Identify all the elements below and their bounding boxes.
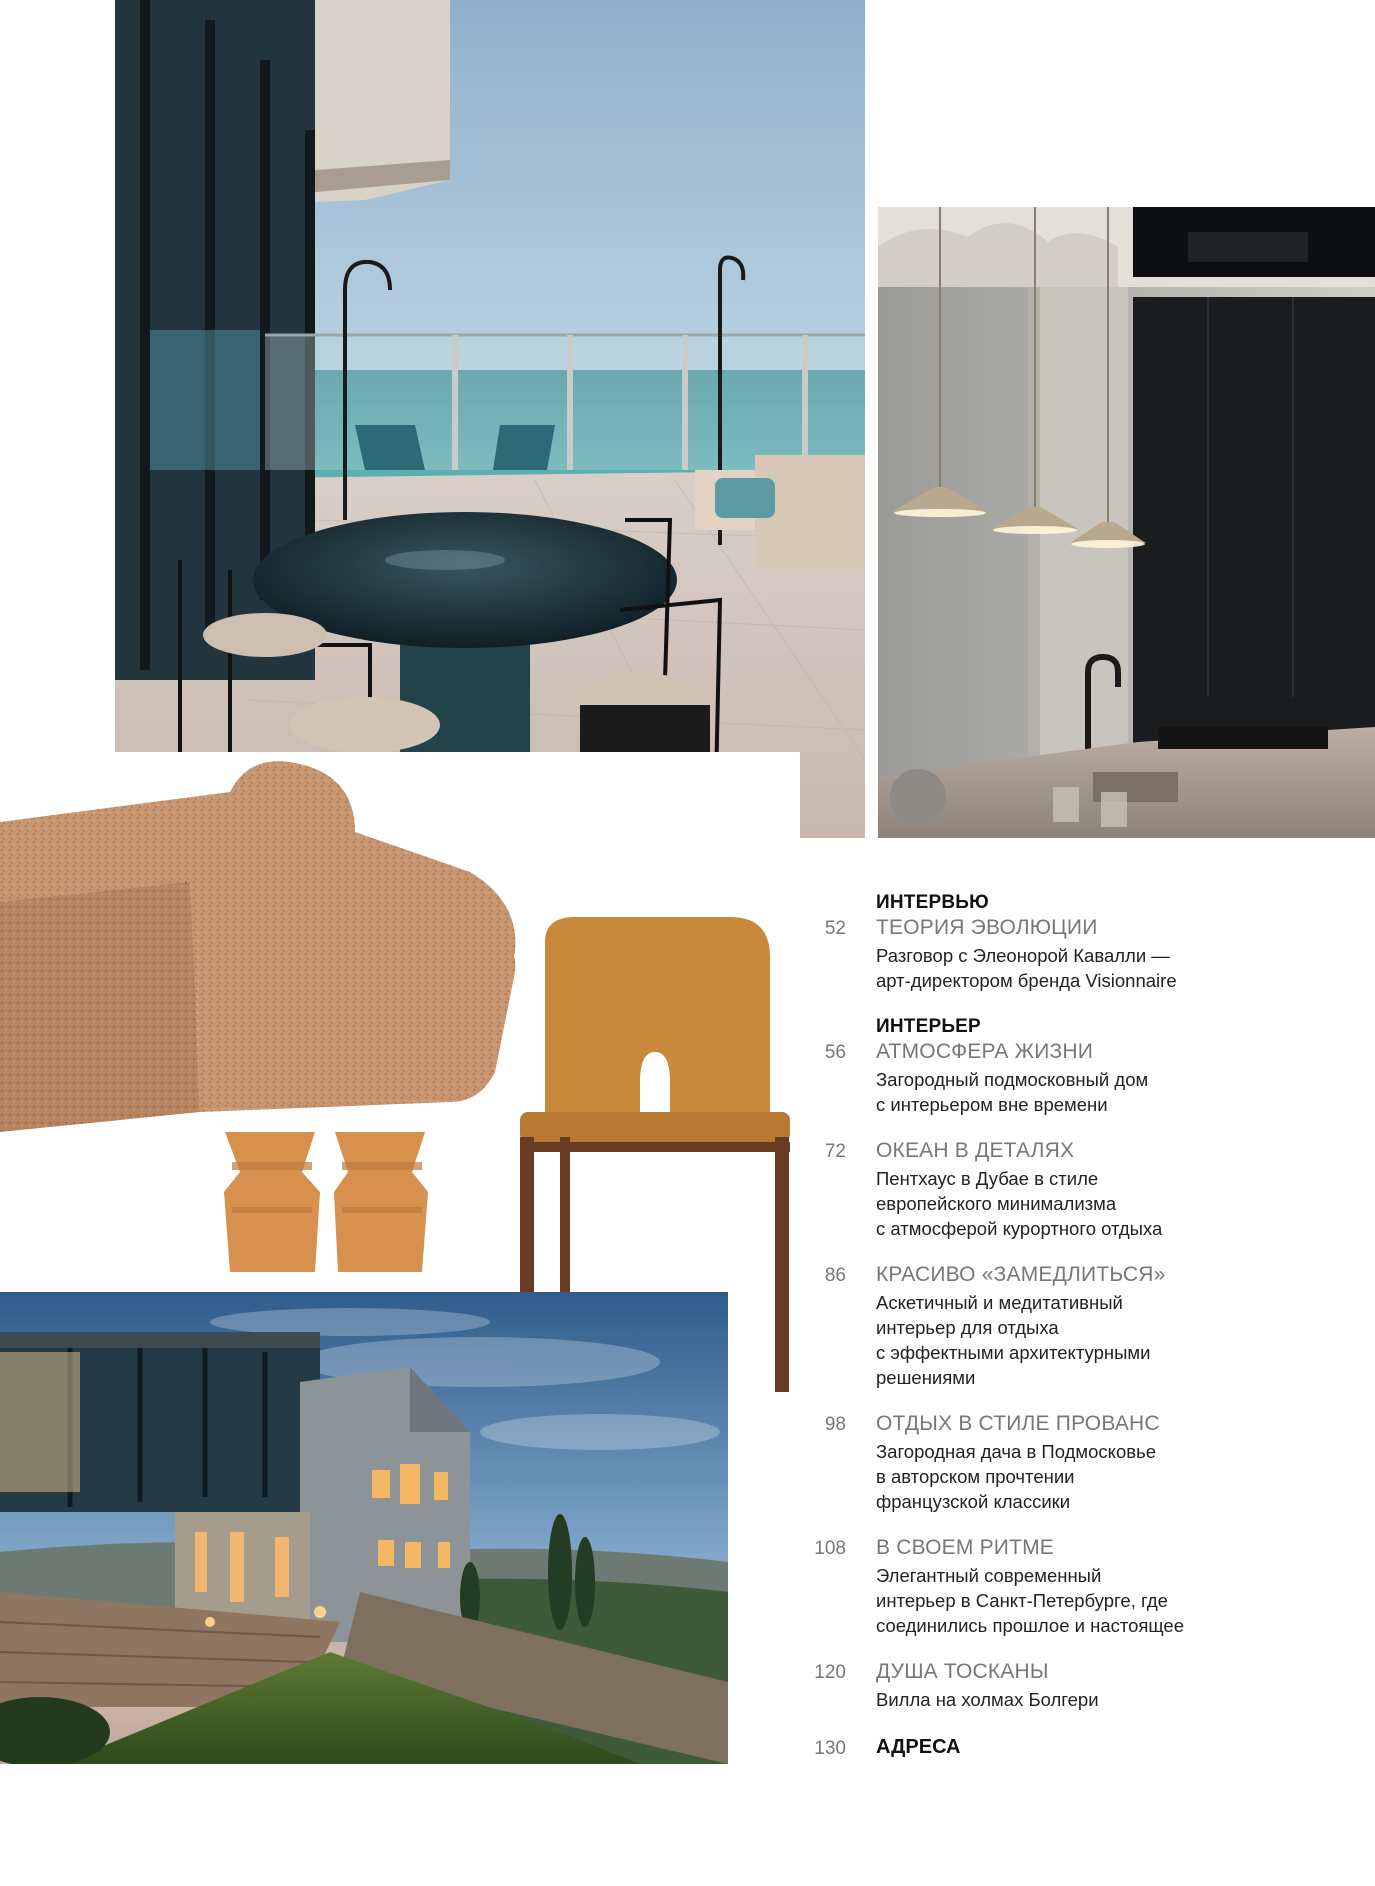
article-description: Загородный подмосковный дом с интерьером вне времени xyxy=(876,1069,1149,1115)
terrace-photo xyxy=(115,0,865,838)
page-number: 120 xyxy=(814,1662,846,1683)
article-description: Вилла на холмах Болгери xyxy=(876,1689,1099,1710)
article-title: ДУША ТОСКАНЫ xyxy=(876,1660,1049,1683)
section-heading-interior: ИНТЕРЬЕР xyxy=(876,1016,981,1037)
page-number: 56 xyxy=(824,1042,846,1063)
page-number: 130 xyxy=(814,1738,846,1759)
addresses-title: АДРЕСА xyxy=(876,1736,961,1758)
villa-photo xyxy=(0,1292,728,1764)
article-description: Элегантный современный интерьер в Санкт-Петербурге, где соединились прошлое и настоящее xyxy=(876,1565,1185,1636)
article-description: Пентхаус в Дубае в стиле европейского минимализма с атмосферой курортного отдыха xyxy=(876,1168,1163,1239)
article-title: В СВОЕМ РИТМЕ xyxy=(876,1536,1055,1559)
article-title: АТМОСФЕРА ЖИЗНИ xyxy=(876,1040,1094,1063)
kitchen-photo xyxy=(878,207,1375,838)
page-number: 86 xyxy=(824,1265,846,1286)
article-description: Загородная дача в Подмосковье в авторском прочтении французской классики xyxy=(876,1441,1157,1512)
article-title: ОТДЫХ В СТИЛЕ ПРОВАНС xyxy=(876,1412,1160,1435)
article-description: Разговор с Элеонорой Кавалли — арт-директором бренда Visionnaire xyxy=(876,945,1177,991)
article-title: ТЕОРИЯ ЭВОЛЮЦИИ xyxy=(876,916,1098,939)
page-number: 98 xyxy=(824,1414,846,1435)
section-heading-interview: ИНТЕРВЬЮ xyxy=(876,892,989,913)
article-title: ОКЕАН В ДЕТАЛЯХ xyxy=(876,1139,1075,1162)
article-description: Аскетичный и медитативный интерьер для отдыха с эффектными архитектурными решениями xyxy=(876,1292,1151,1388)
page-number: 108 xyxy=(814,1538,846,1559)
page-number: 72 xyxy=(824,1141,846,1162)
article-title: КРАСИВО «ЗАМЕДЛИТЬСЯ» xyxy=(876,1263,1166,1286)
page-number: 52 xyxy=(824,918,846,939)
